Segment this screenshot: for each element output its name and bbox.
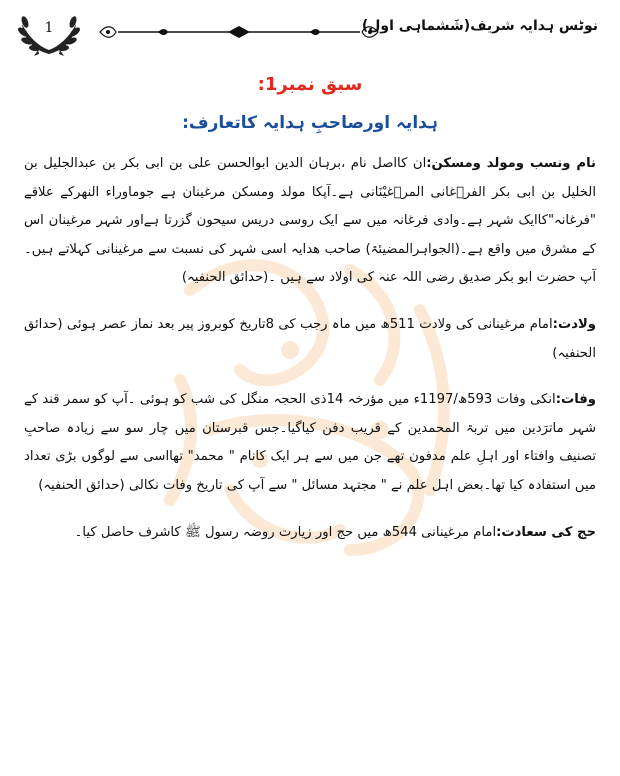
paragraph-text: انکی وفات 593ھ/1197ء میں مؤرخہ 14ذی الحجہ منگل کی شب کو ہوئی ۔آپ کو سمر قند کے شہر ماترَدین میں تربۃ المحمدین کے قریب دفن کیاگیا۔جس قبرستان میں چار سو سے زیادہ صاحبِ تصنیف وافتاء اور اہلِ علم مدفون تھے جن میں سے ہر ایک کانام " محمد" تھااسی سے لوگوں بڑی تعداد میں استفادہ کیا تھا۔بعض اہل علم نے " مجتہد مسائل " سے آپ کی تاریخ وفات نکالی (حدائق الحنفیہ) [24,392,596,493]
paragraph-lineage [24,150,596,293]
paragraph-heading: نام ونسب ومولد ومسکن: [426,156,596,171]
paragraph-text: ان کااصل نام ،برہان الدین ابوالحسن علی بن ابی بکر بن عبدالجلیل بن الخلیل بن ابی بکر الفرؔغانی المرؔغیْنَانی ہے۔آپکا مولد ومسکن مرغینان ہے جوماوراء النھرکے علاقے "فرغانہ"کاایک شہر ہے۔وادی فرغانہ میں سے ایک روسی دریس سیحون گزرتا ہےاور شہر مرغینان اس کے مشرق میں واقع ہے۔(الجواہرالمضیئۃ) صاحب ھدایہ اسی شہر کی نسبت سے مرغینانی کہلاتے ہیں۔آپ حضرت ابو بکر صدیق رضی اللہ عنہ کی اولاد سے ہیں ۔(حدائق الحنفیہ) [24,156,596,286]
ornament-divider-icon [98,24,380,40]
paragraph-text: امام مرغینانی کی ولادت 511ھ میں ماہ رجب کی 8تاریخ کوبروز پیر بعد نماز عصر ہوئی (حدائق الحنفیہ) [24,316,596,361]
paragraph-heading: وفات: [555,392,596,408]
page-number: 1 [44,20,54,36]
page-header [0,0,620,62]
document-body [24,150,596,565]
paragraph-heading: ولادت: [552,316,596,332]
book-title: نوٹس ہدایہ شریف(شَشماہی اول) [361,18,598,34]
section-subtitle: ہدایہ اورصاحبِ ہدایہ کاتعارف: [182,113,438,133]
paragraph-death [24,386,596,500]
paragraph-text: امام مرغینانی 544ھ میں حج اور زیارت روضہ رسول ﷺ کاشرف حاصل کیا۔ [74,524,497,540]
paragraph-hajj [24,519,596,548]
paragraph-birth [24,311,596,368]
paragraph-heading: حج کی سعادت: [496,524,596,540]
lesson-heading: سبق نمبر1: [257,74,363,95]
